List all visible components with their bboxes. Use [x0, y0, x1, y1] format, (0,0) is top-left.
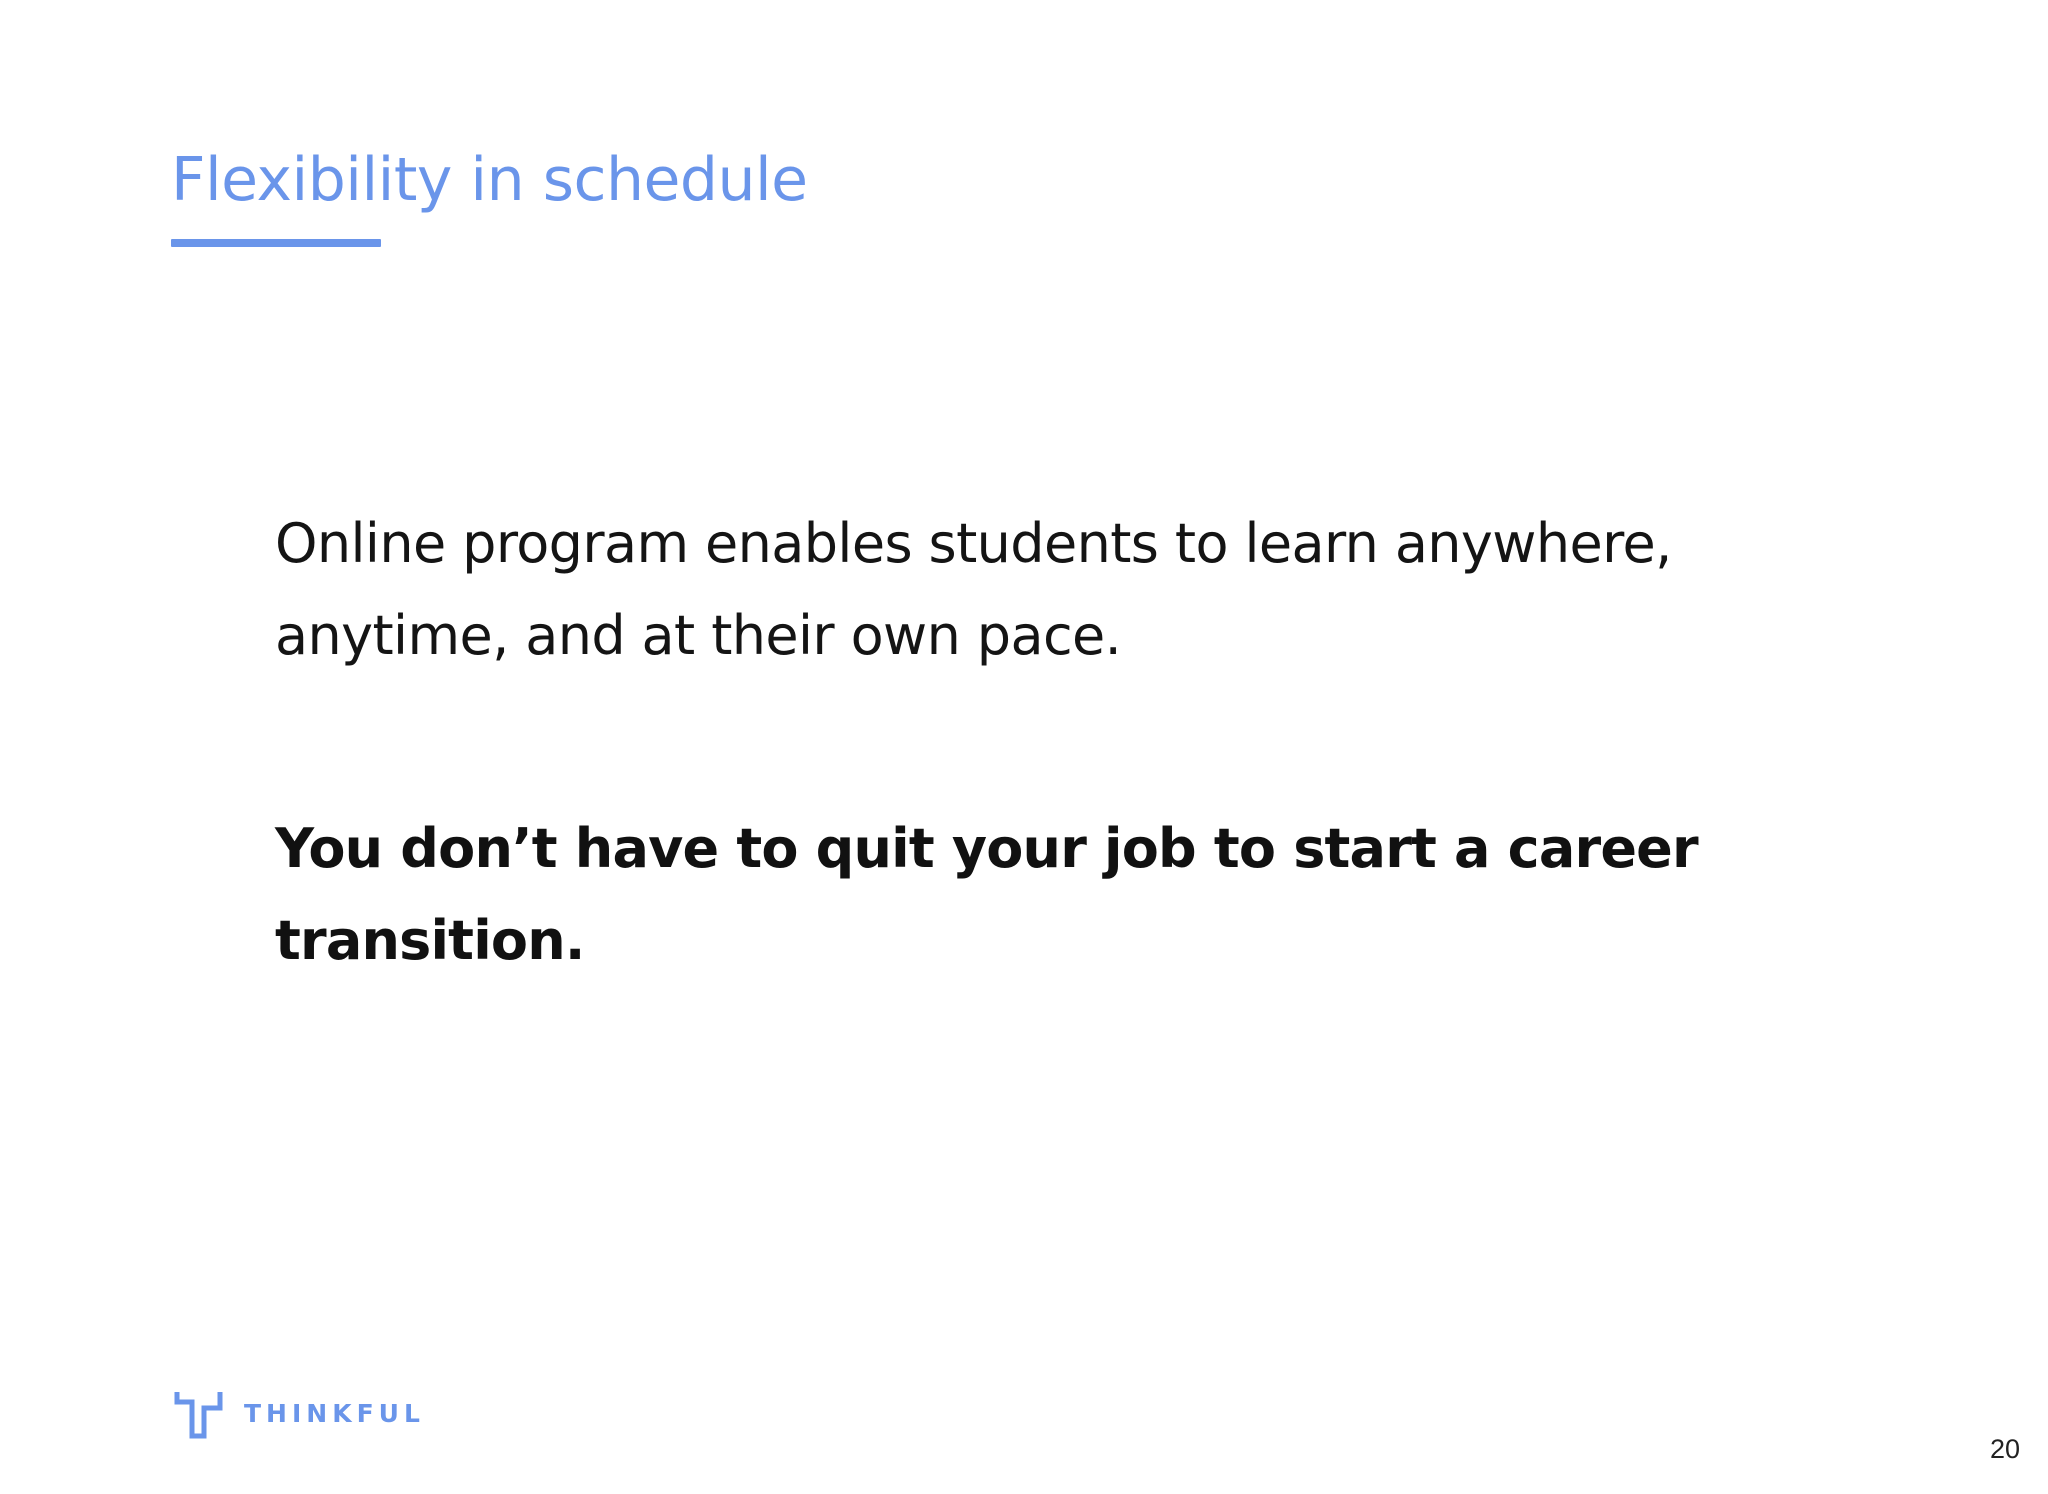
slide-title: Flexibility in schedule	[171, 145, 808, 215]
title-underline	[171, 239, 381, 247]
logo-wordmark: THINKFUL	[244, 1399, 425, 1428]
thinkful-logo	[174, 1388, 425, 1440]
body-paragraph: Online program enables students to learn anywhere, anytime, and at their own pace.	[275, 512, 1672, 667]
page-number: 20	[1989, 1434, 2020, 1464]
thinkful-logo-icon	[174, 1388, 226, 1440]
emphasis-paragraph: You don’t have to quit your job to start a career transition.	[275, 817, 1698, 972]
